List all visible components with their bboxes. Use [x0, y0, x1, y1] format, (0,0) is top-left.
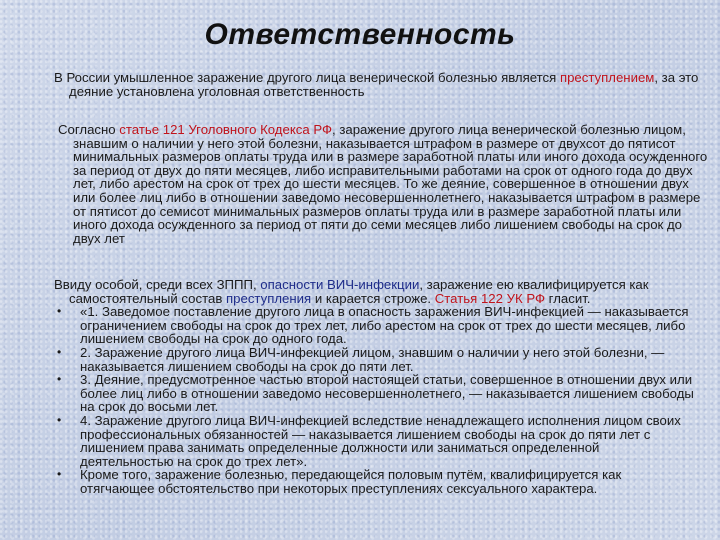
- p3-text-b: , заражение ею квалифицируется как самостоятельный состав: [69, 277, 649, 306]
- p2-text-b: , заражение другого лица венерической болезнью лицом, знавшим о наличии у него этой болезни, наказывается штрафом в размере от двухсот до пятисот минимальных размеров оплаты труда или в размере заработной платы или иного дохода осужденного за период от двух до пяти месяцев, либо исправительными работами на срок от одного года до двух лет, либо арестом на срок от трех до шести месяцев. То же деяние, совершенное в отношении двух или более лиц либо в отношении заведомо несовершеннолетнего, наказывается штрафом в размере от пятисот до семисот минимальных размеров оплаты труда или в размере заработной платы или иного дохода осужденного за период от пяти до семи месяцев либо лишением свободы на срок до двух лет: [73, 122, 708, 246]
- link-article-122[interactable]: Статья 122 УК РФ: [434, 290, 546, 306]
- list-item: [54, 305, 694, 346]
- bullet-text: 3. Деяние, предусмотренное частью второй настоящей статьи, совершенное в отношении двух или более лиц либо в отношении заведомо несовершеннолетнего, — наказывается лишением свободы на срок до восьми лет.: [80, 372, 694, 415]
- bullet-icon: •: [57, 467, 62, 482]
- bullet-icon: •: [57, 304, 62, 319]
- p1-text-a: В России умышленное заражение другого лица венерической болезнью является: [54, 70, 560, 85]
- link-crime[interactable]: преступлением: [559, 70, 655, 85]
- bullet-text: 4. Заражение другого лица ВИЧ-инфекцией вследствие ненадлежащего исполнения лицом своих профессиональных обязанностей — наказывается лишением свободы на срок до пяти лет с лишением права занимать определенные должности или заниматься определенной деятельностью на срок до трех лет».: [80, 412, 681, 469]
- p1-text-b: , за это деяние установлена уголовная ответственность: [69, 70, 699, 99]
- link-hiv-danger[interactable]: опасности ВИЧ-инфекции: [260, 277, 420, 292]
- link-crime-2[interactable]: преступления: [226, 290, 312, 306]
- bullet-icon: •: [57, 412, 62, 427]
- paragraph-hiv-intro: [54, 278, 694, 305]
- bullet-text: Кроме того, заражение болезнью, передающейся половым путём, квалифицируется как отягчающее обстоятельство при некоторых преступлениях сексуального характера.: [80, 467, 622, 496]
- bullet-icon: •: [57, 372, 62, 387]
- paragraph-russia-law: [54, 71, 709, 98]
- list-item: [54, 346, 694, 373]
- list-item: [54, 414, 694, 468]
- p3-text-d: гласит.: [545, 290, 591, 306]
- bullet-text: «1. Заведомое поставление другого лица в опасность заражения ВИЧ-инфекцией — наказывается ограничением свободы на срок до трех лет, либо арестом на срок от трех до шести месяцев, либо лишением свободы на срок до одного года.: [80, 304, 689, 347]
- p2-text-a: Согласно: [58, 122, 120, 137]
- list-item: [54, 468, 694, 495]
- paragraph-article-121: [58, 123, 713, 245]
- list-item: [54, 373, 694, 414]
- paragraph-hiv-section: [54, 278, 694, 496]
- article-122-list: [54, 305, 694, 495]
- slide-title: Ответственность: [204, 18, 516, 51]
- p3-text-c: и карается строже.: [311, 290, 435, 306]
- link-article-121[interactable]: статье 121 Уголовного Кодекса РФ: [119, 122, 333, 137]
- bullet-text: 2. Заражение другого лица ВИЧ-инфекцией лицом, знавшим о наличии у него этой болезни, — наказывается лишением свободы на срок до пяти лет.: [80, 344, 665, 374]
- bullet-icon: •: [57, 344, 62, 359]
- p3-text-a: Ввиду особой, среди всех ЗППП,: [54, 277, 261, 292]
